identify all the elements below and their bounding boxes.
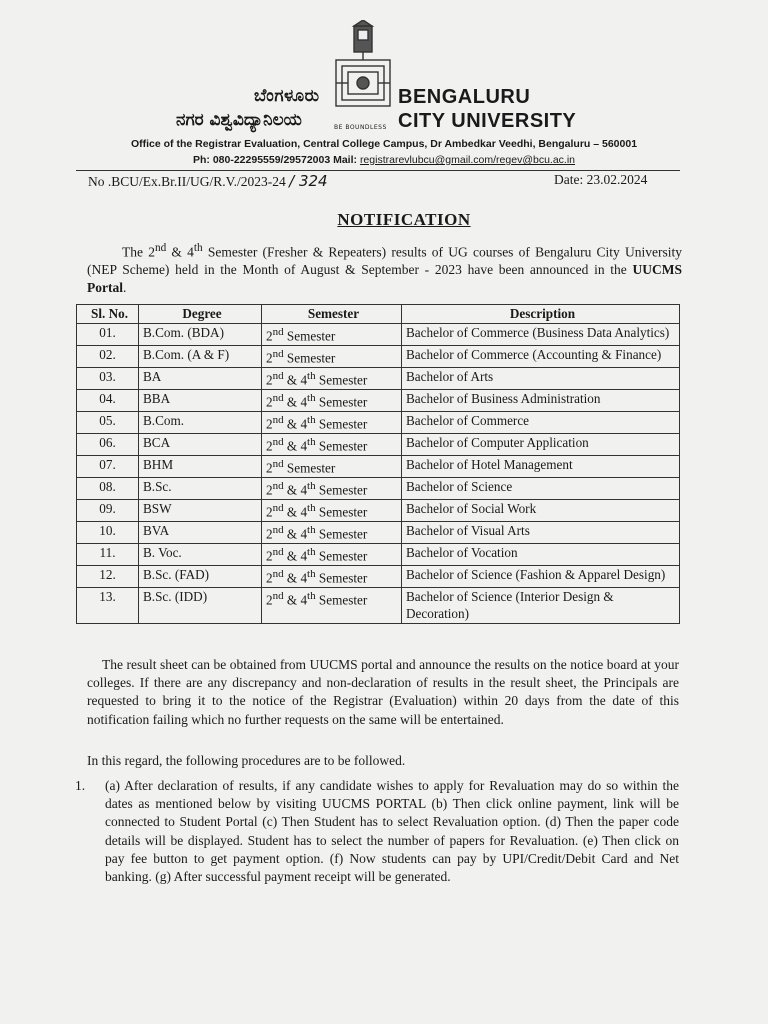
cell-description: Bachelor of Computer Application — [402, 433, 680, 455]
cell-semester: 2nd Semester — [262, 345, 402, 367]
cell-degree: B. Voc. — [139, 543, 262, 565]
cell-degree: B.Sc. (FAD) — [139, 565, 262, 587]
cell-description: Bachelor of Commerce (Accounting & Finance) — [402, 345, 680, 367]
table-header-row — [77, 305, 680, 324]
cell-slno: 08. — [77, 477, 139, 499]
logo-tagline: BE BOUNDLESS — [334, 124, 387, 131]
office-address: Office of the Registrar Evaluation, Central College Campus, Dr Ambedkar Veedhi, Bengaluru – 560001 — [130, 138, 638, 150]
col-header-slno: Sl. No. — [77, 305, 139, 324]
cell-description: Bachelor of Science — [402, 477, 680, 499]
results-table — [76, 304, 680, 624]
procedures-intro: In this regard, the following procedures are to be followed. — [87, 753, 406, 768]
cell-degree: B.Com. — [139, 411, 262, 433]
table-row — [77, 367, 680, 389]
cell-slno: 06. — [77, 433, 139, 455]
table-row — [77, 477, 680, 499]
portal-name: UUCMS Portal — [87, 262, 682, 295]
cell-slno: 03. — [77, 367, 139, 389]
kannada-name-line2: ನಗರ ವಿಶ್ವವಿದ್ಯಾನಿಲಯ — [176, 110, 302, 130]
cell-slno: 11. — [77, 543, 139, 565]
table-row — [77, 543, 680, 565]
university-logo — [330, 20, 396, 112]
handwritten-number: / 324 — [289, 172, 328, 190]
cell-slno: 05. — [77, 411, 139, 433]
table-row — [77, 324, 680, 346]
cell-description: Bachelor of Vocation — [402, 543, 680, 565]
cell-semester: 2nd & 4th Semester — [262, 543, 402, 565]
col-header-degree: Degree — [139, 305, 262, 324]
cell-description: Bachelor of Arts — [402, 367, 680, 389]
cell-description: Bachelor of Science (Interior Design & Decoration) — [402, 587, 680, 623]
procedure-text: (a) After declaration of results, if any candidate wishes to apply for Revaluation may do so within the dates as mentioned below by visiting UUCMS PORTAL (b) Then click online payment, link will be connected to Student Portal (c) Then Student has to select Revaluation option. (d) Then the paper code details will be displayed. Student has to select the number of papers for Revaluation. (e) Then click on pay fee button to get payment option. (f) Now students can pay by UPI/Credit/Debit Card and Net banking. (g) After successful payment receipt will be generated. — [105, 778, 679, 885]
cell-degree: B.Com. (BDA) — [139, 324, 262, 346]
cell-semester: 2nd Semester — [262, 455, 402, 477]
notice-date: Date: 23.02.2024 — [554, 172, 648, 187]
cell-slno: 12. — [77, 565, 139, 587]
table-row — [77, 411, 680, 433]
cell-slno: 01. — [77, 324, 139, 346]
cell-semester: 2nd & 4th Semester — [262, 367, 402, 389]
cell-slno: 04. — [77, 389, 139, 411]
procedure-item-1 — [75, 777, 679, 886]
col-header-semester: Semester — [262, 305, 402, 324]
table-row — [77, 521, 680, 543]
table-row — [77, 345, 680, 367]
cell-semester: 2nd & 4th Semester — [262, 411, 402, 433]
cell-slno: 13. — [77, 587, 139, 623]
cell-degree: BCA — [139, 433, 262, 455]
email-link[interactable]: registrarevlubcu@gmail.com/regev@bcu.ac.in — [359, 154, 576, 166]
cell-semester: 2nd Semester — [262, 324, 402, 346]
cell-semester: 2nd & 4th Semester — [262, 587, 402, 623]
table-row — [77, 587, 680, 623]
cell-degree: BHM — [139, 455, 262, 477]
header-divider — [76, 170, 680, 171]
col-header-description: Description — [402, 305, 680, 324]
cell-slno: 07. — [77, 455, 139, 477]
cell-semester: 2nd & 4th Semester — [262, 565, 402, 587]
cell-degree: BBA — [139, 389, 262, 411]
cell-degree: B.Sc. (IDD) — [139, 587, 262, 623]
notice-title: NOTIFICATION — [337, 210, 471, 229]
cell-degree: BVA — [139, 521, 262, 543]
cell-slno: 02. — [77, 345, 139, 367]
cell-degree: B.Sc. — [139, 477, 262, 499]
table-row — [77, 499, 680, 521]
cell-semester: 2nd & 4th Semester — [262, 389, 402, 411]
intro-paragraph: The 2nd & 4th Semester (Fresher & Repeaters) results of UG courses of Bengaluru City University (NEP Scheme) held in the Month of August & September - 2023 have been announced in the UUCMS Portal. — [87, 242, 682, 295]
table-row — [77, 455, 680, 477]
cell-description: Bachelor of Hotel Management — [402, 455, 680, 477]
cell-description: Bachelor of Commerce (Business Data Analytics) — [402, 324, 680, 346]
cell-degree: BSW — [139, 499, 262, 521]
table-row — [77, 565, 680, 587]
cell-description: Bachelor of Visual Arts — [402, 521, 680, 543]
phone-text: Ph: 080-22295559/29572003 Mail: — [192, 154, 360, 166]
cell-description: Bachelor of Business Administration — [402, 389, 680, 411]
english-name-line2: CITY UNIVERSITY — [398, 110, 577, 132]
reference-number — [88, 172, 328, 190]
contact-line — [0, 154, 768, 166]
cell-description: Bachelor of Commerce — [402, 411, 680, 433]
cell-slno: 10. — [77, 521, 139, 543]
cell-degree: BA — [139, 367, 262, 389]
cell-semester: 2nd & 4th Semester — [262, 433, 402, 455]
kannada-name-line1: ಬೆಂಗಳೂರು — [254, 86, 320, 106]
table-row — [77, 389, 680, 411]
reference-text: No .BCU/Ex.Br.II/UG/R.V./2023-24 — [88, 174, 286, 189]
english-name-line1: BENGALURU — [398, 86, 531, 108]
cell-description: Bachelor of Science (Fashion & Apparel Design) — [402, 565, 680, 587]
result-sheet-paragraph: The result sheet can be obtained from UUCMS portal and announce the results on the notice board at your colleges. If there are any discrepancy and non-declaration of results in the result sheet, the Principals are requested to bring it to the notice of the Registrar (Evaluation) within 20 days from the date of this notification failing which no further requests on the same will be entertained. — [87, 657, 679, 727]
cell-semester: 2nd & 4th Semester — [262, 499, 402, 521]
cell-semester: 2nd & 4th Semester — [262, 477, 402, 499]
procedure-number: 1. — [75, 778, 86, 793]
cell-semester: 2nd & 4th Semester — [262, 521, 402, 543]
cell-slno: 09. — [77, 499, 139, 521]
cell-description: Bachelor of Social Work — [402, 499, 680, 521]
table-row — [77, 433, 680, 455]
cell-degree: B.Com. (A & F) — [139, 345, 262, 367]
